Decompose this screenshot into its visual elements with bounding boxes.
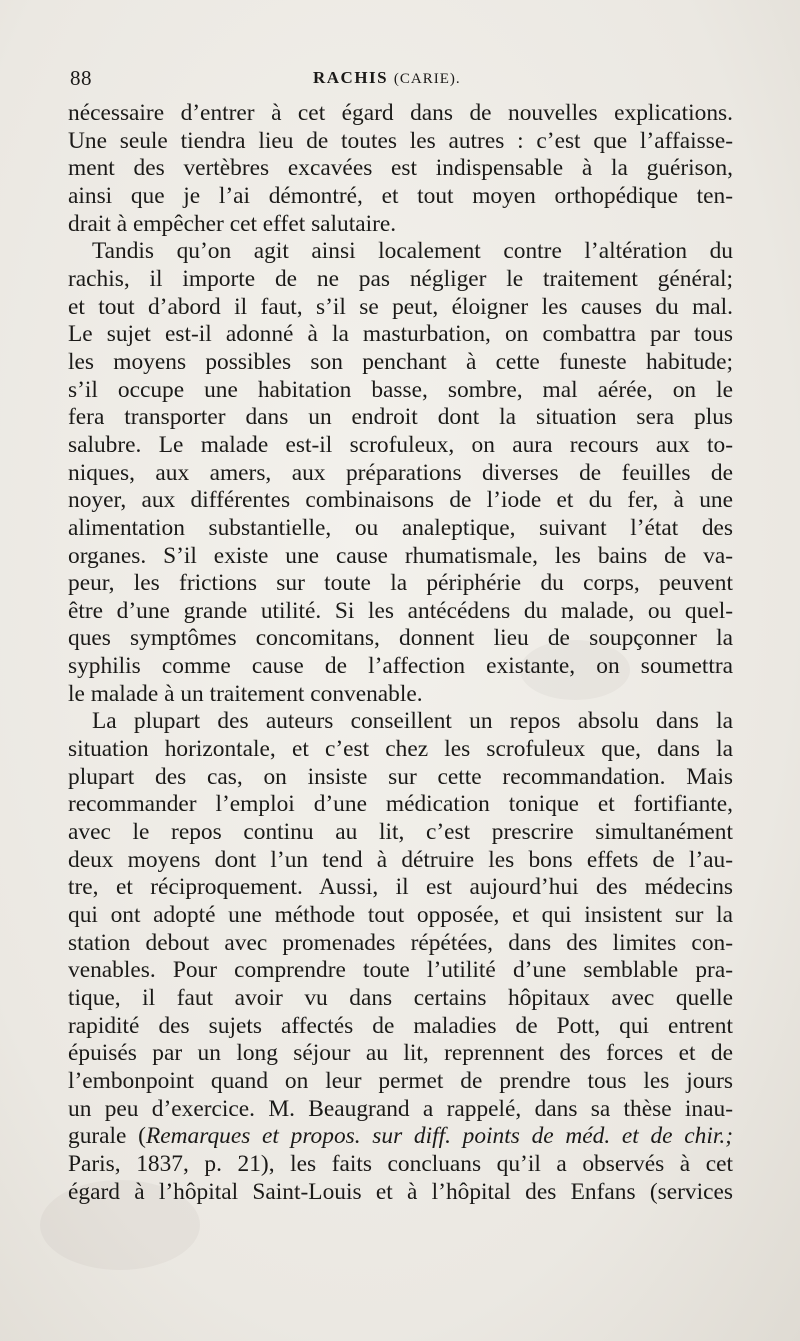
text-line: un peu d’exercice. M. Beaugrand a rappelé, dans sa thèse inau- <box>68 1095 733 1122</box>
text-line: noyer, aux différentes combinaisons de l’iode et du fer, à une <box>68 487 733 514</box>
text-line: et tout d’abord il faut, s’il se peut, éloigner les causes du mal. <box>68 293 733 320</box>
text-line: niques, aux amers, aux préparations diverses de feuilles de <box>68 459 733 486</box>
text-line: tique, il faut avoir vu dans certains hôpitaux avec quelle <box>68 985 733 1011</box>
text-line: alimentation substantielle, ou analeptique, suivant l’état des <box>68 514 733 541</box>
citation-prefix: gurale ( <box>68 1123 146 1150</box>
text-line: épuisés par un long séjour au lit, reprennent des forces et de <box>68 1040 733 1067</box>
page-header <box>70 66 730 96</box>
text-line: nécessaire d’entrer à cet égard dans de nouvelles explications. <box>68 100 733 126</box>
text-line: La plupart des auteurs conseillent un repos absolu dans la <box>92 708 733 735</box>
text-line: Paris, 1837, p. 21), les faits concluans qu’il a observés à cet <box>68 1150 733 1177</box>
running-head <box>313 68 461 88</box>
text-line: syphilis comme cause de l’affection existante, on soumettra <box>68 653 733 680</box>
text-line: salubre. Le malade est-il scrofuleux, on aura recours aux to- <box>68 431 733 458</box>
text-line: organes. S’il existe une cause rhumatismale, les bains de va- <box>68 542 733 569</box>
text-line: être d’une grande utilité. Si les antécédens du malade, ou quel- <box>68 597 733 624</box>
text-line: drait à empêcher cet effet salutaire. <box>68 210 397 237</box>
text-line: qui ont adopté une méthode tout opposée, et qui insistent sur la <box>68 902 733 929</box>
text-line: égard à l’hôpital Saint-Louis et à l’hôpital des Enfans (services <box>68 1178 733 1205</box>
text-line: les moyens possibles son penchant à cette funeste habitude; <box>68 348 733 375</box>
text-line: situation horizontale, et c’est chez les scrofuleux que, dans la <box>68 736 733 763</box>
text-line: avec le repos continu au lit, c’est prescrire simultanément <box>68 819 733 846</box>
page-number: 88 <box>70 66 92 90</box>
text-line: l’embonpoint quand on leur permet de prendre tous les jours <box>68 1067 733 1094</box>
text-line: ment des vertèbres excavées est indispensable à la guérison, <box>68 155 733 182</box>
text-line: peur, les frictions sur toute la périphérie du corps, peuvent <box>68 570 733 597</box>
text-line: Une seule tiendra lieu de toutes les autres : c’est que l’affaisse- <box>68 127 733 154</box>
text-line: plupart des cas, on insiste sur cette recommandation. Mais <box>68 763 733 790</box>
text-line: deux moyens dont l’un tend à détruire les bons effets de l’au- <box>68 846 733 873</box>
citation-title: Remarques et propos. sur diff. points de méd. et de chir.; <box>145 1123 733 1150</box>
text-line: station debout avec promenades répétées, dans des limites con- <box>68 929 733 956</box>
text-line: rapidité des sujets affectés de maladies de Pott, qui entrent <box>68 1012 733 1039</box>
text-line: venables. Pour comprendre toute l’utilité d’une semblable pra- <box>68 957 733 984</box>
citation-line <box>68 1123 733 1151</box>
text-line: Le sujet est-il adonné à la masturbation, on combattra par tous <box>68 321 733 348</box>
text-line: ainsi que je l’ai démontré, et tout moyen orthopédique ten- <box>68 182 733 209</box>
body-text <box>68 100 733 1206</box>
text-line: ques symptômes concomitans, donnent lieu de soupçonner la <box>68 625 733 652</box>
text-line: fera transporter dans un endroit dont la situation sera plus <box>68 404 733 431</box>
text-line: Tandis qu’on agit ainsi localement contre l’altération du <box>92 238 733 265</box>
text-line: s’il occupe une habitation basse, sombre, mal aérée, on le <box>68 376 733 403</box>
running-head-title: RACHIS <box>313 68 389 87</box>
text-line: tre, et réciproquement. Aussi, il est aujourd’hui des médecins <box>68 874 733 901</box>
text-line: recommander l’emploi d’une médication tonique et fortifiante, <box>68 791 733 818</box>
text-line: le malade à un traitement convenable. <box>68 680 423 707</box>
running-head-subtitle: (CARIE). <box>393 71 461 87</box>
text-line: rachis, il importe de ne pas négliger le traitement général; <box>68 265 733 292</box>
